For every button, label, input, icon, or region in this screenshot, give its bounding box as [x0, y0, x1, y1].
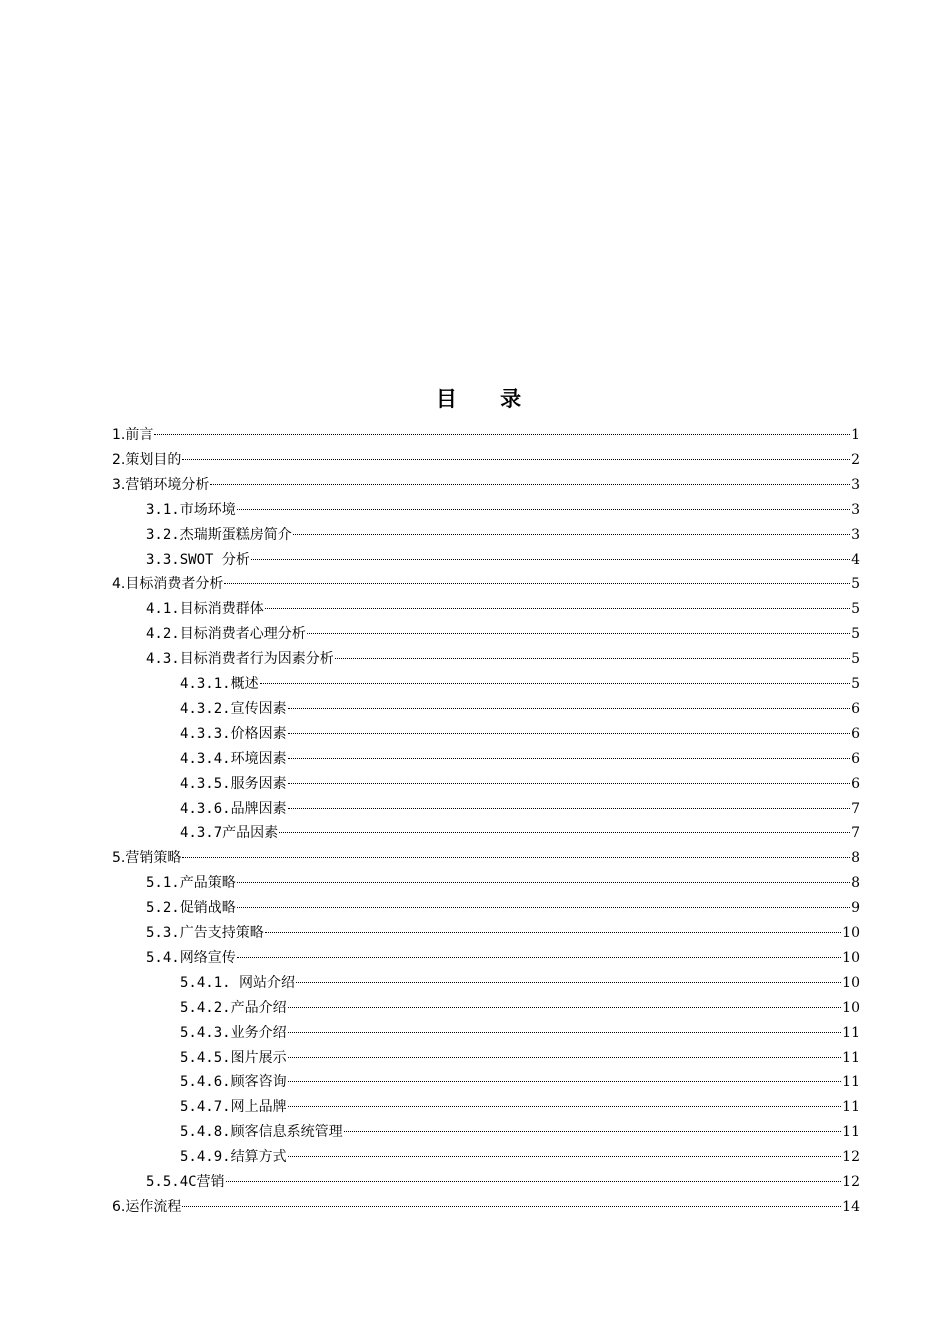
- toc-entry-title: 3.1.市场环境: [146, 501, 236, 518]
- toc-dot-leader: [210, 484, 850, 485]
- toc-entry[interactable]: [180, 1046, 860, 1071]
- toc-entry[interactable]: [180, 697, 860, 722]
- toc-entry-title: 4.2.目标消费者心理分析: [146, 626, 306, 643]
- toc-entry[interactable]: [112, 1195, 860, 1220]
- toc-entry[interactable]: [180, 797, 860, 822]
- toc-entry-page-number: 5: [851, 676, 860, 692]
- toc-entry-page-number: 10: [842, 999, 860, 1016]
- toc-entry-title: 5.4.9.结算方式: [180, 1149, 287, 1166]
- toc-dot-leader: [288, 1057, 842, 1058]
- toc-dot-leader: [288, 708, 851, 709]
- toc-entry-title: 6.运作流程: [112, 1198, 182, 1215]
- toc-entry-title: 5.营销策略: [112, 850, 182, 867]
- toc-dot-leader: [226, 1181, 842, 1182]
- toc-entry[interactable]: [112, 423, 860, 448]
- toc-dot-leader: [224, 583, 850, 584]
- toc-entry-title: 3.2.杰瑞斯蛋糕房简介: [146, 526, 292, 543]
- toc-entry[interactable]: [112, 473, 860, 498]
- toc-dot-leader: [288, 1081, 842, 1082]
- toc-entry-title: 5.4.6.顾客咨询: [180, 1074, 287, 1091]
- toc-entry[interactable]: [180, 821, 860, 846]
- toc-entry[interactable]: [146, 523, 860, 548]
- toc-entry-page-number: 6: [851, 775, 860, 792]
- toc-dot-leader: [182, 1206, 841, 1207]
- toc-entry[interactable]: [180, 722, 860, 747]
- toc-entry[interactable]: [180, 996, 860, 1021]
- toc-entry[interactable]: [146, 498, 860, 523]
- toc-dot-leader: [288, 783, 851, 784]
- toc-dot-leader: [265, 932, 841, 933]
- toc-entry[interactable]: [180, 1095, 860, 1120]
- toc-entry-page-number: 1: [851, 427, 860, 443]
- toc-entry-page-number: 10: [842, 925, 860, 941]
- toc-entry-title: 5.4.8.顾客信息系统管理: [180, 1124, 343, 1141]
- toc-entry[interactable]: [180, 971, 860, 996]
- toc-entry-page-number: 5: [851, 651, 860, 668]
- toc-entry[interactable]: [180, 772, 860, 797]
- toc-entry-title: 5.1.产品策略: [146, 875, 236, 892]
- toc-entry-title: 5.5.4C营销: [146, 1174, 225, 1190]
- toc-dot-leader: [265, 608, 850, 609]
- toc-entry-page-number: 6: [851, 700, 860, 717]
- toc-entry[interactable]: [180, 1021, 860, 1046]
- toc-entry-page-number: 6: [851, 725, 860, 742]
- toc-dot-leader: [288, 1106, 842, 1107]
- toc-entry[interactable]: [146, 896, 860, 921]
- toc-entry-page-number: 11: [842, 1124, 860, 1141]
- toc-entry-page-number: 10: [842, 974, 860, 991]
- toc-entry-page-number: 14: [842, 1198, 860, 1215]
- toc-title: 目 录: [435, 387, 540, 411]
- toc-dot-leader: [335, 658, 850, 659]
- toc-entry[interactable]: [146, 946, 860, 971]
- toc-dot-leader: [344, 1131, 842, 1132]
- toc-entry[interactable]: [180, 747, 860, 772]
- toc-entry-title: 4.3.5.服务因素: [180, 775, 287, 792]
- toc-entry-title: 5.4.3.业务介绍: [180, 1024, 287, 1041]
- toc-entry-page-number: 6: [851, 750, 860, 767]
- toc-entry-page-number: 5: [851, 601, 860, 618]
- toc-dot-leader: [288, 758, 851, 759]
- toc-entry-page-number: 11: [842, 1024, 860, 1041]
- toc-entry-page-number: 8: [851, 875, 860, 892]
- toc-dot-leader: [279, 832, 850, 833]
- toc-entry-title: 4.3.1.概述: [180, 676, 259, 692]
- toc-entry[interactable]: [180, 1145, 860, 1170]
- toc-dot-leader: [307, 633, 850, 634]
- toc-entry-page-number: 12: [842, 1149, 860, 1166]
- toc-entry[interactable]: [146, 622, 860, 647]
- toc-entry[interactable]: [146, 1170, 860, 1195]
- toc-entry-page-number: 8: [851, 850, 860, 867]
- toc-entry-page-number: 3: [851, 476, 860, 493]
- toc-entry-page-number: 9: [851, 900, 860, 917]
- toc-entry-page-number: 10: [842, 949, 860, 966]
- toc-dot-leader: [237, 957, 841, 958]
- toc-dot-leader: [237, 509, 850, 510]
- toc-dot-leader: [251, 559, 850, 560]
- toc-dot-leader: [288, 1032, 842, 1033]
- toc-entry[interactable]: [146, 647, 860, 672]
- toc-entry-title: 5.2.促销战略: [146, 900, 236, 917]
- toc-entry-title: 1.前言: [112, 427, 154, 443]
- toc-entry-title: 4.3.6.品牌因素: [180, 800, 287, 817]
- toc-entry-title: 4.3.2.宣传因素: [180, 700, 287, 717]
- toc-entry-title: 5.4.网络宣传: [146, 949, 236, 966]
- toc-dot-leader: [293, 534, 850, 535]
- toc-entry[interactable]: [112, 448, 860, 473]
- toc-entry-page-number: 7: [851, 825, 860, 842]
- toc-entry[interactable]: [112, 846, 860, 871]
- toc-entry-title: 4.3.3.价格因素: [180, 725, 287, 742]
- toc-entry[interactable]: [112, 572, 860, 597]
- toc-entry-title: 4.3.7产品因素: [180, 825, 279, 842]
- toc-entry[interactable]: [180, 1070, 860, 1095]
- toc-entry-title: 4.3.4.环境因素: [180, 750, 287, 767]
- toc-entry[interactable]: [146, 921, 860, 946]
- toc-entry-title: 3.3.SWOT 分析: [146, 551, 250, 568]
- toc-entry[interactable]: [146, 597, 860, 622]
- toc-entry-title: 5.4.7.网上品牌: [180, 1099, 287, 1116]
- toc-entry-title: 4.1.目标消费群体: [146, 601, 264, 618]
- toc-entry-page-number: 3: [851, 526, 860, 543]
- toc-entry-title: 3.营销环境分析: [112, 476, 210, 493]
- toc-entry-title: 5.3.广告支持策略: [146, 925, 264, 941]
- toc-dot-leader: [260, 683, 851, 684]
- toc-entry[interactable]: [146, 548, 860, 573]
- toc-entry-title: 4.3.目标消费者行为因素分析: [146, 651, 334, 668]
- toc-dot-leader: [237, 882, 850, 883]
- toc-entry-page-number: 11: [842, 1074, 860, 1091]
- toc-entry-title: 2.策划目的: [112, 451, 182, 468]
- toc-entry[interactable]: [146, 871, 860, 896]
- toc-entry[interactable]: [180, 1120, 860, 1145]
- toc-dot-leader: [288, 733, 851, 734]
- toc-dot-leader: [182, 857, 850, 858]
- toc-entry-page-number: 11: [842, 1049, 860, 1066]
- toc-dot-leader: [288, 1007, 842, 1008]
- toc-dot-leader: [296, 982, 841, 983]
- toc-entry-title: 5.4.5.图片展示: [180, 1049, 287, 1066]
- toc-entry-title: 5.4.2.产品介绍: [180, 999, 287, 1016]
- toc-entry-page-number: 4: [851, 551, 860, 568]
- toc-entry-page-number: 5: [851, 626, 860, 643]
- toc-entry[interactable]: [180, 672, 860, 697]
- toc-entry-page-number: 12: [842, 1174, 860, 1190]
- toc-dot-leader: [288, 808, 851, 809]
- toc-dot-leader: [237, 907, 850, 908]
- toc-dot-leader: [288, 1156, 842, 1157]
- toc-entry-page-number: 11: [842, 1099, 860, 1116]
- toc-dot-leader: [182, 459, 850, 460]
- toc-entry-page-number: 7: [851, 800, 860, 817]
- toc-entry-page-number: 3: [851, 501, 860, 518]
- toc-entry-title: 4.目标消费者分析: [112, 576, 224, 593]
- toc-dot-leader: [154, 434, 850, 435]
- toc-entry-page-number: 5: [851, 576, 860, 593]
- toc-entry-title: 5.4.1. 网站介绍: [180, 974, 296, 991]
- toc-entry-page-number: 2: [851, 451, 860, 468]
